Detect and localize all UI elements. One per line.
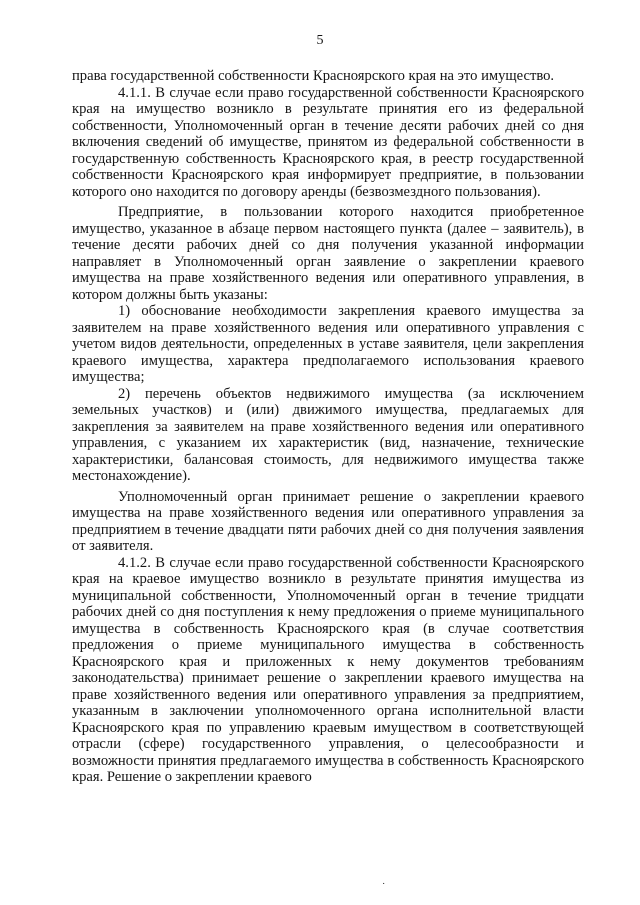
paragraph-clause-4-1-2: 4.1.2. В случае если право государственной собственности Красноярского края на краевое имущество возникло в результате принятия имущества из муниципальной собственности, Уполномоченный орган в течение тридцати рабочих дней со дня поступления к нему предложения о приеме муниципального имущества в собственность Красноярского края (в случае соответствия предложения о приеме муниципального имущества в собственность Красноярского края и приложенных к нему документов требованиям законодательства) принимает решение о закреплении краевого имущества на праве хозяйственного ведения или оперативного управления за предприятием, указанным в заключении уполномоченного органа исполнительной власти Красноярского края по управлению краевым имуществом в соответствующей отрасли (сфере) государственного управления, о целесообразности и возможности принятия предлагаемого имущества в собственность Красноярского края. Решение о закреплении краевого bbox=[72, 554, 584, 785]
document-body bbox=[72, 68, 584, 786]
paragraph-continuation: права государственной собственности Красноярского края на это имущество. bbox=[72, 68, 555, 84]
paragraph-item-1: 1) обоснование необходимости закрепления краевого имущества за заявителем на праве хозяйственного ведения или оперативного управления с учетом видов деятельности, определенных в уставе заявителя, цели закрепления краевого имущества, характера предполагаемого использования краевого имущества; bbox=[72, 303, 584, 385]
paragraph-clause-4-1-1: 4.1.1. В случае если право государственной собственности Красноярского края на имущество возникло в результате принятия его из федеральной собственности, Уполномоченный орган в течение десяти рабочих дней со дня включения сведений об имуществе, принятом из федеральной собственности в государственную собственность Красноярского края, в реестр государственной собственности Красноярского края информирует предприятие, в пользовании которого оно находится по договору аренды (безвозмездного пользования). bbox=[72, 84, 584, 200]
paragraph-applicant-request: Предприятие, в пользовании которого находится приобретенное имущество, указанное в абзаце первом настоящего пункта (далее – заявитель), в течение десяти рабочих дней со дня получения указанной информации направляет в Уполномоченный орган заявление о закреплении краевого имущества на праве хозяйственного ведения или оперативного управления, в котором должны быть указаны: bbox=[72, 204, 584, 303]
paragraph-decision-term: Уполномоченный орган принимает решение о закреплении краевого имущества на праве хозяйственного ведения или оперативного управления за предприятием в течение двадцати пяти рабочих дней со дня получения заявления от заявителя. bbox=[72, 488, 584, 554]
page-number: 5 bbox=[316, 33, 324, 48]
paragraph-item-2: 2) перечень объектов недвижимого имущества (за исключением земельных участков) и (или) движимого имущества, предлагаемых для закрепления за заявителем на праве хозяйственного ведения или оперативного управления, с указанием их характеристик (вид, назначение, технические характеристики, балансовая стоимость, для недвижимого имущества также местонахождение). bbox=[72, 385, 584, 484]
scan-speck: ˙ bbox=[382, 882, 386, 893]
